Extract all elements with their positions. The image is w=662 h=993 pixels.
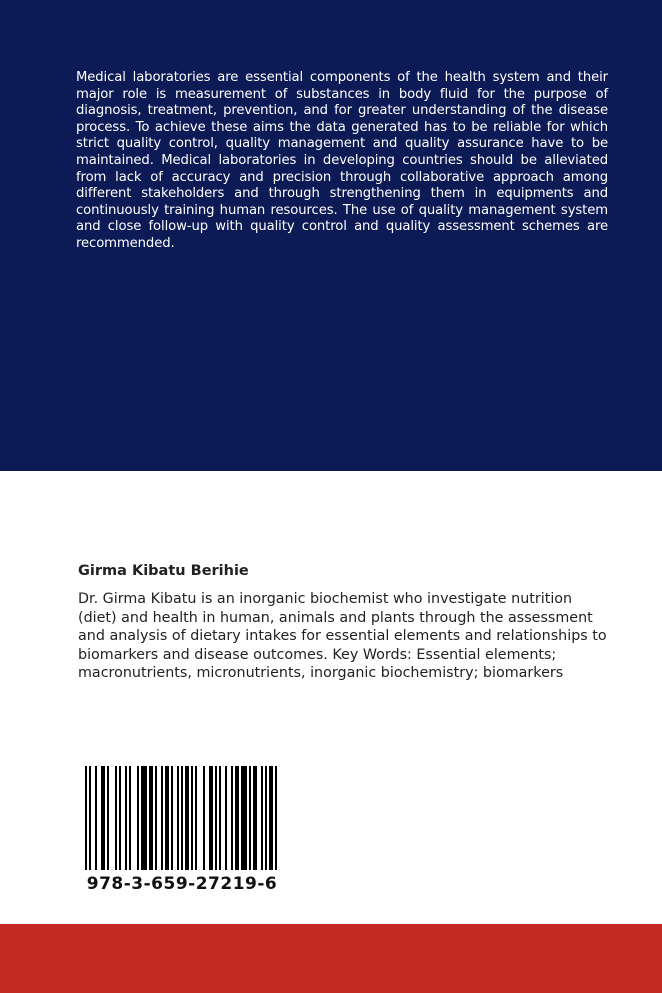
barcode-bar xyxy=(161,766,163,870)
barcode-bar xyxy=(165,766,169,870)
barcode-bar xyxy=(195,766,197,870)
barcode-bar xyxy=(137,766,139,870)
barcode-bar xyxy=(225,766,227,870)
isbn-number: 978-3-659-27219-6 xyxy=(86,874,278,894)
barcode-bar xyxy=(253,766,257,870)
barcode-bar xyxy=(107,766,109,870)
author-name: Girma Kibatu Berihie xyxy=(78,563,249,579)
barcode-bar xyxy=(265,766,267,870)
barcode-bar xyxy=(219,766,221,870)
barcode-bar xyxy=(85,766,87,870)
barcode-bar xyxy=(191,766,193,870)
barcode-bar xyxy=(149,766,153,870)
barcode-bar xyxy=(275,766,277,870)
barcode-bar xyxy=(171,766,173,870)
top-color-band xyxy=(0,0,662,471)
barcode-bar xyxy=(125,766,127,870)
barcode-bar xyxy=(155,766,157,870)
barcode-bar xyxy=(119,766,121,870)
book-description: Medical laboratories are essential components of the health system and their major role is measurement of substances in body fluid for the purpose of diagnosis, treatment, prevention, and for greater understanding of the disease process. To achieve these aims the data generated has to be reliable for which strict quality control, quality management and quality assurance have to be maintained. Medical laboratories in developing countries should be alleviated from lack of accuracy and precision through collaborative approach among different stakeholders and through strengthening them in equipments and continuously training human resources. The use of quality management system and close follow-up with quality control and quality assessment schemes are recommended. xyxy=(76,70,608,251)
barcode-bar xyxy=(89,766,91,870)
barcode-bar xyxy=(261,766,263,870)
barcode-bar xyxy=(249,766,251,870)
barcode-bar xyxy=(209,766,213,870)
barcode-bar xyxy=(269,766,273,870)
barcode-bar xyxy=(141,766,147,870)
barcode-bar xyxy=(177,766,179,870)
barcode-bar xyxy=(95,766,97,870)
barcode-bar xyxy=(129,766,131,870)
barcode-bar xyxy=(235,766,239,870)
barcode-bar xyxy=(241,766,247,870)
barcode-bar xyxy=(101,766,105,870)
barcode-bar xyxy=(115,766,117,870)
barcode xyxy=(85,766,279,870)
barcode-bar xyxy=(185,766,189,870)
barcode-bar xyxy=(215,766,217,870)
bottom-color-band xyxy=(0,924,662,993)
barcode-bar xyxy=(231,766,233,870)
author-bio: Dr. Girma Kibatu is an inorganic biochemist who investigate nutrition (diet) and health in human, animals and plants through the assessment and analysis of dietary intakes for essential elements and relationships to biomarkers and disease outcomes. Key Words: Essential elements; macronutrients, micronutrients, inorganic biochemistry; biomarkers xyxy=(78,591,607,682)
barcode-bar xyxy=(203,766,205,870)
barcode-bar xyxy=(181,766,183,870)
